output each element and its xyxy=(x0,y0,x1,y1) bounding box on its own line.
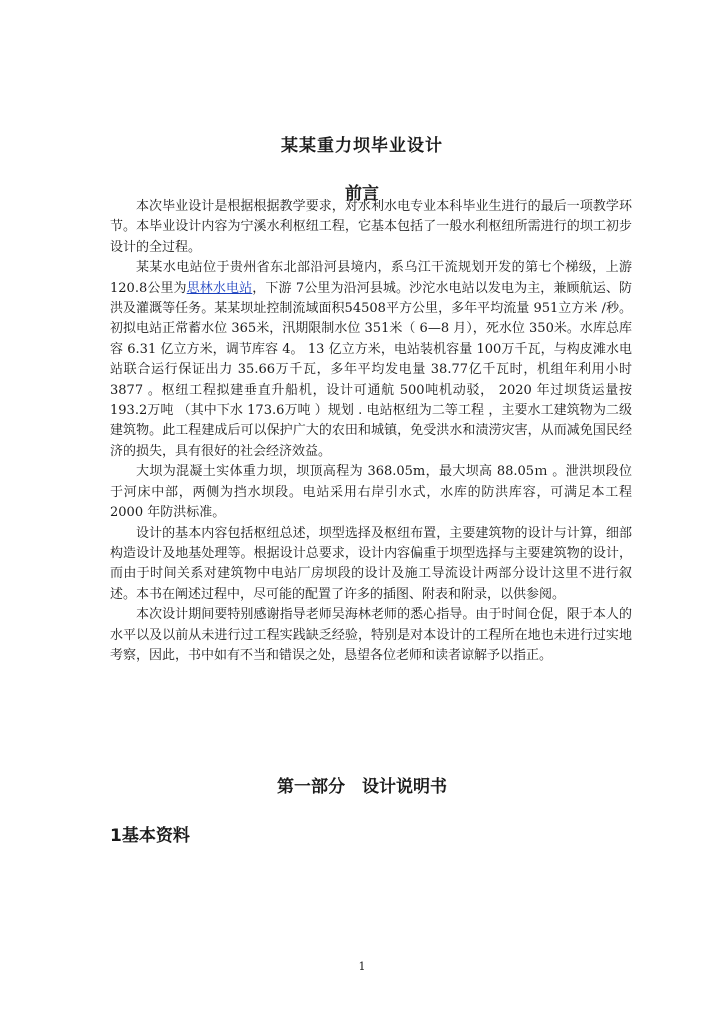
part-one-heading: 第一部分 设计说明书 xyxy=(277,777,447,797)
paragraph-4: 设计的基本内容包括枢纽总述，坝型选择及枢纽布置，主要建筑物的设计与计算，细部构造设计及地基处理等。根据设计总要求，设计内容偏重于坝型选择与主要建筑物的设计，而由于时间关系对建筑物中电站厂房坝段的设计及施工导流设计两部分设计这里不进行叙述。本书在阐述过程中，尽可能的配置了许多的插图、附表和附录，以供参阅。 xyxy=(110,525,632,602)
paragraph-2 xyxy=(110,258,632,462)
preface-body xyxy=(110,197,632,666)
paragraph-1: 本次毕业设计是根据根据教学要求，对水利水电专业本科毕业生进行的最后一项教学环节。本毕业设计内容为宁溪水利枢纽工程，它基本包括了一般水利枢纽所需进行的坝工初步设计的全过程。 xyxy=(110,199,632,255)
paragraph-2-before-link: 某某水电站位于贵州省东北部沿河县境内，系乌江干流规划开发的第七个梯级，上游 120.8公里为 xyxy=(110,260,632,296)
document-title: 某某重力坝毕业设计 xyxy=(281,136,443,156)
paragraph-3: 大坝为混凝土实体重力坝，坝顶高程为 368.05m，最大坝高 88.05ｍ 。泄洪坝段位于河床中部，两侧为挡水坝段。电站采用右岸引水式，水库的防洪库容，可满足本工程 2000 年防洪标准。 xyxy=(110,464,632,521)
section-1-heading: 1基本资料 xyxy=(110,826,190,846)
paragraph-5: 本次设计期间要特别感谢指导老师吴海林老师的悉心指导。由于时间仓促，限于本人的水平以及以前从未进行过工程实践缺乏经验，特别是对本设计的工程所在地也未进行过实地考察，因此，书中如有不当和错误之处，恳望各位老师和读者谅解予以指正。 xyxy=(110,607,632,663)
silin-hydropower-link[interactable]: 思林水电站 xyxy=(186,280,253,296)
page-number: 1 xyxy=(358,960,366,973)
paragraph-2-after-link: ，下游 7公里为沿河县城。沙沱水电站以发电为主，兼顾航运、防洪及灌溉等任务。某某坝址控制流域面积54508平方公里，多年平均流量 951立方米 /秒。初拟电站正常蓄水位 365米，汛期限制水位 351米（ 6—8 月），死水位 350米。水库总库容 6.31 亿立方米，调节库容 4。 13 亿立方米，电站装机容量 100万千瓦，与构皮滩水电站联合运行保证出力 35.66万千瓦，多年平均发电量 38.77亿千瓦时，机组年利用小时 3877 。枢纽工程拟建垂直升船机，设计可通航 500吨机动驳， 2020 年过坝货运量按193.2万吨 （其中下水 173.6万吨 ）规划 . 电站枢纽为二等工程 ，主要水工建筑物为二级建筑物。此工程建成后可以保护广大的农田和城镇，免受洪水和渍涝灾害，从而减免国民经济的损失，具有很好的社会经济效益。 xyxy=(110,280,632,459)
preface-heading: 前言 xyxy=(345,184,379,204)
